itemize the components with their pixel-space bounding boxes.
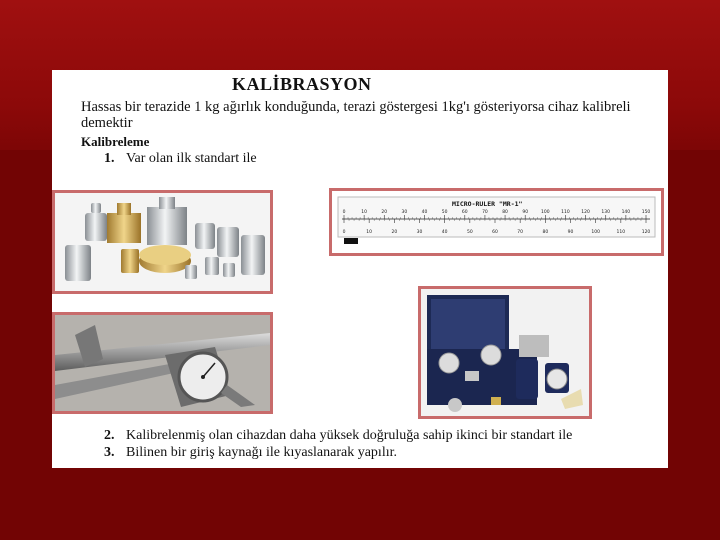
calibration-weights-image: [52, 190, 273, 294]
ruler-tick-label: 10: [366, 230, 373, 235]
ruler-tick-label: 90: [522, 210, 529, 215]
ruler-tick-label: 40: [441, 230, 448, 235]
ruler-tick-label: 90: [567, 230, 574, 235]
ruler-tick-label: 110: [561, 210, 570, 215]
ruler-tick-label: 10: [361, 210, 368, 215]
ruler-tick-label: 60: [492, 230, 498, 235]
ruler-tick-label: 0: [342, 230, 346, 235]
intro-text: Hassas bir terazide 1 kg ağırlık konduğunda, terazi göstergesi 1kg'ı gösteriyorsa cihaz kalibreli demektir: [81, 99, 631, 131]
ruler-label: MICRO-RULER "MR-1": [452, 200, 523, 208]
ruler-tick-label: 120: [581, 210, 590, 215]
step-text: Bilinen bir giriş kaynağı ile kıyaslanarak yapılır.: [126, 445, 397, 460]
ruler-tick-label: 30: [416, 230, 423, 235]
step-number: 2.: [104, 428, 115, 443]
ruler-tick-label: 110: [616, 230, 626, 235]
gauge-calibration-kit-image: [418, 286, 592, 419]
ruler-tick-label: 40: [421, 210, 428, 215]
step-item-3: [104, 445, 397, 461]
vernier-caliper-image: [52, 312, 273, 414]
step-item-1: [104, 151, 257, 167]
ruler-tick-label: 120: [641, 230, 651, 235]
ruler-tick-label: 70: [482, 210, 488, 215]
ruler-tick-label: 50: [441, 210, 448, 215]
step-text: Kalibrelenmiş olan cihazdan daha yüksek doğruluğa sahip ikinci bir standart ile: [126, 428, 573, 443]
step-number: 3.: [104, 445, 115, 460]
step-item-2: [104, 428, 572, 444]
ruler-tick-label: 100: [591, 230, 600, 235]
micro-ruler-image: [329, 188, 664, 256]
ruler-tick-label: 100: [541, 210, 550, 215]
ruler-tick-label: 30: [401, 210, 408, 215]
subheading: Kalibreleme: [81, 134, 150, 149]
ruler-tick-label: 60: [461, 210, 468, 215]
ruler-tick-label: 50: [466, 230, 473, 235]
step-number: 1.: [104, 151, 115, 166]
ruler-tick-label: 150: [641, 210, 651, 215]
ruler-tick-label: 130: [601, 210, 611, 215]
ruler-tick-label: 20: [391, 230, 398, 235]
ruler-tick-label: 70: [517, 230, 524, 235]
slide-content: [52, 70, 668, 468]
slide-title: KALİBRASYON: [232, 74, 372, 94]
step-text: Var olan ilk standart ile: [126, 151, 257, 166]
ruler-tick-label: 80: [502, 210, 508, 215]
ruler-tick-label: 0: [342, 210, 346, 215]
ruler-tick-label: 140: [621, 210, 631, 215]
ruler-tick-label: 80: [542, 230, 549, 235]
ruler-tick-label: 20: [381, 210, 388, 215]
